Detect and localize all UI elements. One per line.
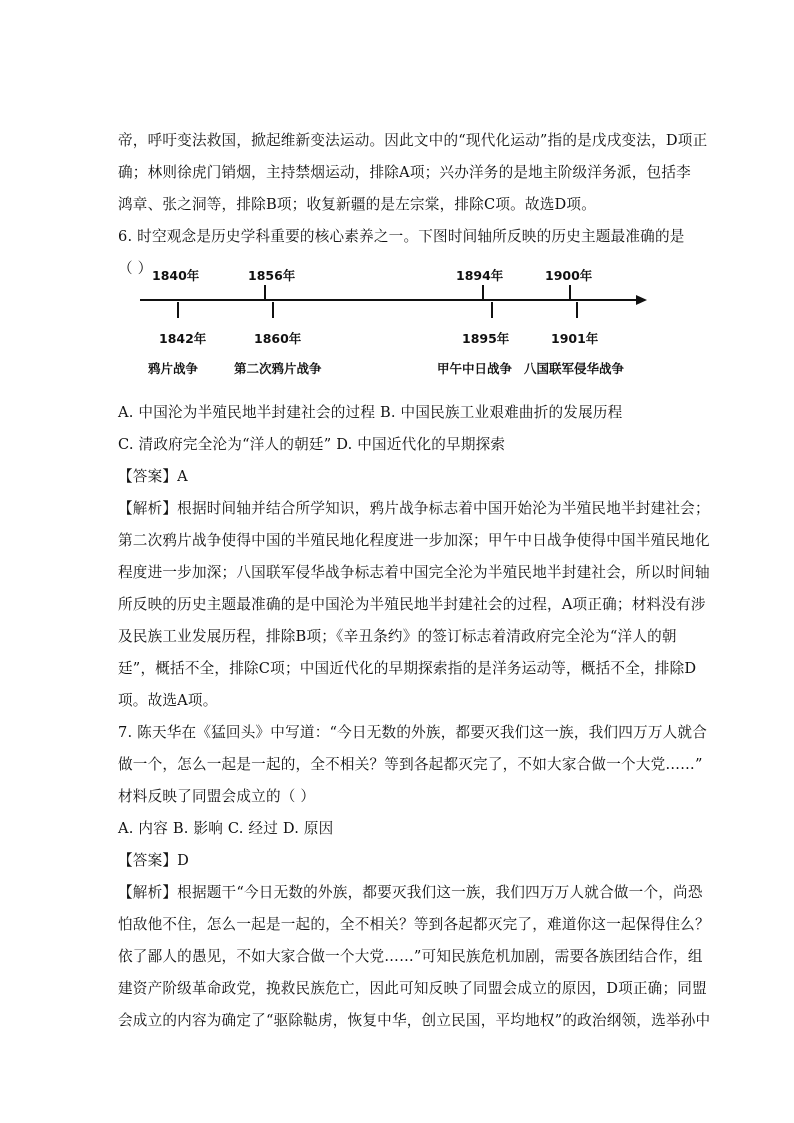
analysis-line: 所反映的历史主题最准确的是中国沦为半殖民地半封建社会的过程，A项正确；材料没有涉 <box>118 596 706 613</box>
analysis-line: 程度进一步加深；八国联军侵华战争标志着中国完全沦为半殖民地半封建社会，所以时间轴 <box>118 564 710 581</box>
timeline-year-top: 1856年 <box>248 268 296 283</box>
text-line: 鸿章、张之洞等，排除B项；收复新疆的是左宗棠，排除C项。故选D项。 <box>118 196 597 213</box>
answer-label: 【答案】D <box>118 852 190 869</box>
question-6-options-cd: C. 清政府完全沦为“洋人的朝廷” D. 中国近代化的早期探索 <box>118 436 506 453</box>
analysis-line: 项。故选A项。 <box>118 692 218 709</box>
text-line: 确；林则徐虎门销烟，主持禁烟运动，排除A项；兴办洋务的是地主阶级洋务派，包括李 <box>118 164 691 181</box>
question-7-stem: 7. 陈天华在《猛回头》中写道：“今日无数的外族，都要灭我们这一族，我们四万万人就合 <box>118 724 707 741</box>
analysis-line: 【解析】根据题干“今日无数的外族，都要灭我们这一族，我们四万万人就合做一个，尚恐 <box>118 884 703 901</box>
timeline-year-bottom: 1901年 <box>551 331 599 346</box>
analysis-line: 依了鄙人的愚见，不如大家合做一个大党……”可知民族危机加剧，需要各族团结合作，组 <box>118 948 703 965</box>
timeline-tick-1895 <box>491 302 493 318</box>
answer-label: 【答案】A <box>118 468 188 485</box>
timeline-arrow-icon <box>636 295 647 305</box>
analysis-line: 会成立的内容为确定了“驱除鞑虏，恢复中华，创立民国，平均地权”的政治纲领，选举孙中 <box>118 1012 711 1029</box>
timeline-year-top: 1840年 <box>152 268 200 283</box>
timeline-year-bottom: 1842年 <box>159 331 207 346</box>
analysis-line: 建资产阶级革命政党，挽救民族危亡，因此可知反映了同盟会成立的原因，D项正确；同盟 <box>118 980 707 997</box>
question-6-blank: （ ） <box>118 260 153 277</box>
timeline-event: 八国联军侵华战争 <box>524 361 625 376</box>
analysis-line: 第二次鸦片战争使得中国的半殖民地化程度进一步加深；甲午中日战争使得中国半殖民地化 <box>118 532 710 549</box>
question-6-options-ab: A. 中国沦为半殖民地半封建社会的过程 B. 中国民族工业艰难曲折的发展历程 <box>118 404 623 421</box>
analysis-line: 【解析】根据时间轴并结合所学知识，鸦片战争标志着中国开始沦为半殖民地半封建社会； <box>118 500 710 517</box>
timeline-event: 甲午中日战争 <box>437 361 513 376</box>
text-line: 帝，呼吁变法救国，掀起维新变法运动。因此文中的“现代化运动”指的是戊戌变法，D项正 <box>118 132 708 149</box>
analysis-line: 廷”，概括不全，排除C项；中国近代化的早期探索指的是洋务运动等，概括不全，排除D <box>118 660 697 677</box>
timeline-year-top: 1894年 <box>456 268 504 283</box>
timeline-tick-1860 <box>272 302 274 318</box>
question-7-stem: 做一个，怎么一起是一起的，全不相关？等到各起都灭完了，不如大家合做一个大党……” <box>118 756 703 773</box>
timeline-year-top: 1900年 <box>545 268 593 283</box>
timeline-axis <box>140 299 638 301</box>
analysis-line: 及民族工业发展历程，排除B项；《辛丑条约》的签订标志着清政府完全沦为“洋人的朝 <box>118 628 677 645</box>
question-7-options: A. 内容 B. 影响 C. 经过 D. 原因 <box>118 820 334 837</box>
analysis-line: 怕敌他不住，怎么一起是一起的，全不相关？等到各起都灭完了，难道你这一起保得住么？ <box>118 916 710 933</box>
timeline-year-bottom: 1860年 <box>254 331 302 346</box>
timeline-event: 第二次鸦片战争 <box>234 361 322 376</box>
question-7-stem: 材料反映了同盟会成立的（ ） <box>118 788 316 805</box>
timeline-year-bottom: 1895年 <box>462 331 510 346</box>
question-6-stem: 6. 时空观念是历史学科重要的核心素养之一。下图时间轴所反映的历史主题最准确的是 <box>118 228 685 245</box>
timeline-tick-1842 <box>177 302 179 318</box>
timeline-tick-1901 <box>576 302 578 318</box>
timeline-event: 鸦片战争 <box>148 361 199 376</box>
